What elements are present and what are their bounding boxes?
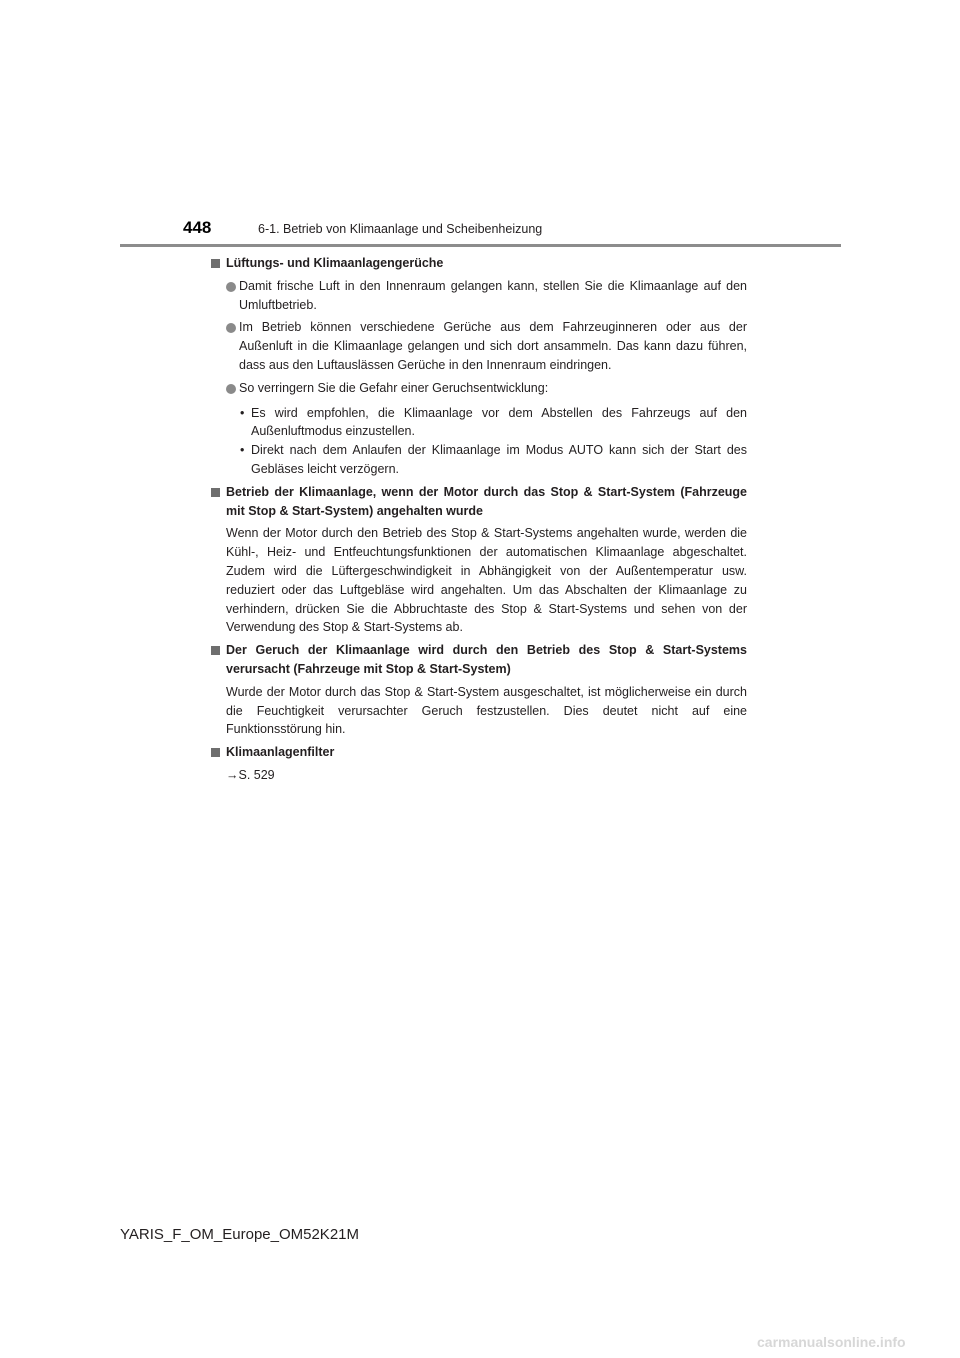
section-heading: [211, 641, 747, 679]
list-item-text: So verringern Sie die Gefahr einer Geruchsentwicklung:: [239, 380, 549, 395]
sub-list-item-text: Direkt nach dem Anlaufen der Klimaanlage im Modus AUTO kann sich der Start des Gebläses leicht verzögern.: [251, 443, 747, 476]
list-item: [211, 318, 747, 374]
square-bullet-icon: [211, 748, 220, 757]
watermark: carmanualsonline.info: [757, 1334, 906, 1350]
sub-list-item-text: Es wird empfohlen, die Klimaanlage vor dem Abstellen des Fahrzeugs auf den Außenluftmodus einzustellen.: [251, 405, 747, 439]
section-heading: [211, 483, 747, 521]
sub-list-item: [211, 441, 747, 479]
sub-list-item: [211, 404, 747, 442]
square-bullet-icon: [211, 646, 220, 655]
sub-list: [211, 404, 747, 479]
document-code: YARIS_F_OM_Europe_OM52K21M: [120, 1226, 359, 1243]
list-item-text: Im Betrieb können verschiedene Gerüche aus dem Fahrzeuginneren oder aus der Außenluft in die Klimaanlage gelangen und sich dort ansammeln. Das kann dazu führen, dass aus den Luftauslässen Gerüche in den Innenraum eindringen.: [239, 320, 747, 372]
page-number: 448: [183, 218, 212, 237]
section-title: 6-1. Betrieb von Klimaanlage und Scheibenheizung: [258, 222, 543, 236]
list-item: [211, 379, 747, 398]
section-heading: [211, 254, 747, 273]
section-heading: [211, 743, 747, 762]
circle-bullet-icon: [226, 384, 236, 394]
circle-bullet-icon: [226, 282, 236, 292]
square-bullet-icon: [211, 488, 220, 497]
section-paragraph: Wurde der Motor durch das Stop & Start-System ausgeschaltet, ist möglicherweise ein durch die Feuchtigkeit verursachter Geruch festzustellen. Dies deutet nicht auf eine Funktionsstörung hin.: [226, 684, 747, 737]
heading-text: Lüftungs- und Klimaanlagengerüche: [226, 256, 444, 270]
heading-text: Klimaanlagenfilter: [226, 745, 335, 760]
page-reference-link[interactable]: →S. 529: [226, 767, 275, 782]
heading-text: Der Geruch der Klimaanlage wird durch den Betrieb des Stop & Start-Systems verursacht (Fahrzeuge mit Stop & Start-System): [226, 643, 747, 676]
list-item-text: Damit frische Luft in den Innenraum gelangen kann, stellen Sie die Klimaanlage auf den Umluftbetrieb.: [239, 278, 747, 312]
small-dot-icon: •: [240, 405, 245, 420]
section-paragraph: Wenn der Motor durch den Betrieb des Stop & Start-Systems angehalten wurde, werden die Kühl-, Heiz- und Entfeuchtungsfunktionen der automatischen Klimaanlage abgeschaltet. Zudem wird die Lüftergeschwindigkeit in Abhängigkeit von der Außentemperatur usw. reduziert oder das Luftgebläse wird angehalten. Um das Abschalten der Klimaanlage zu verhindern, drücken Sie die Abbruchtaste des Stop & Start-Systems und sehen von der Verwendung des Stop & Start-Systems ab.: [226, 526, 747, 635]
circle-bullet-icon: [226, 323, 236, 333]
square-bullet-icon: [211, 259, 220, 268]
list-item: [211, 277, 747, 315]
heading-text: Betrieb der Klimaanlage, wenn der Motor durch das Stop & Start-System (Fahrzeuge mit Stop & Start-System) angehalten wurde: [226, 484, 747, 518]
header-rule: [120, 244, 841, 247]
main-content: [211, 254, 747, 785]
small-dot-icon: •: [240, 443, 245, 458]
